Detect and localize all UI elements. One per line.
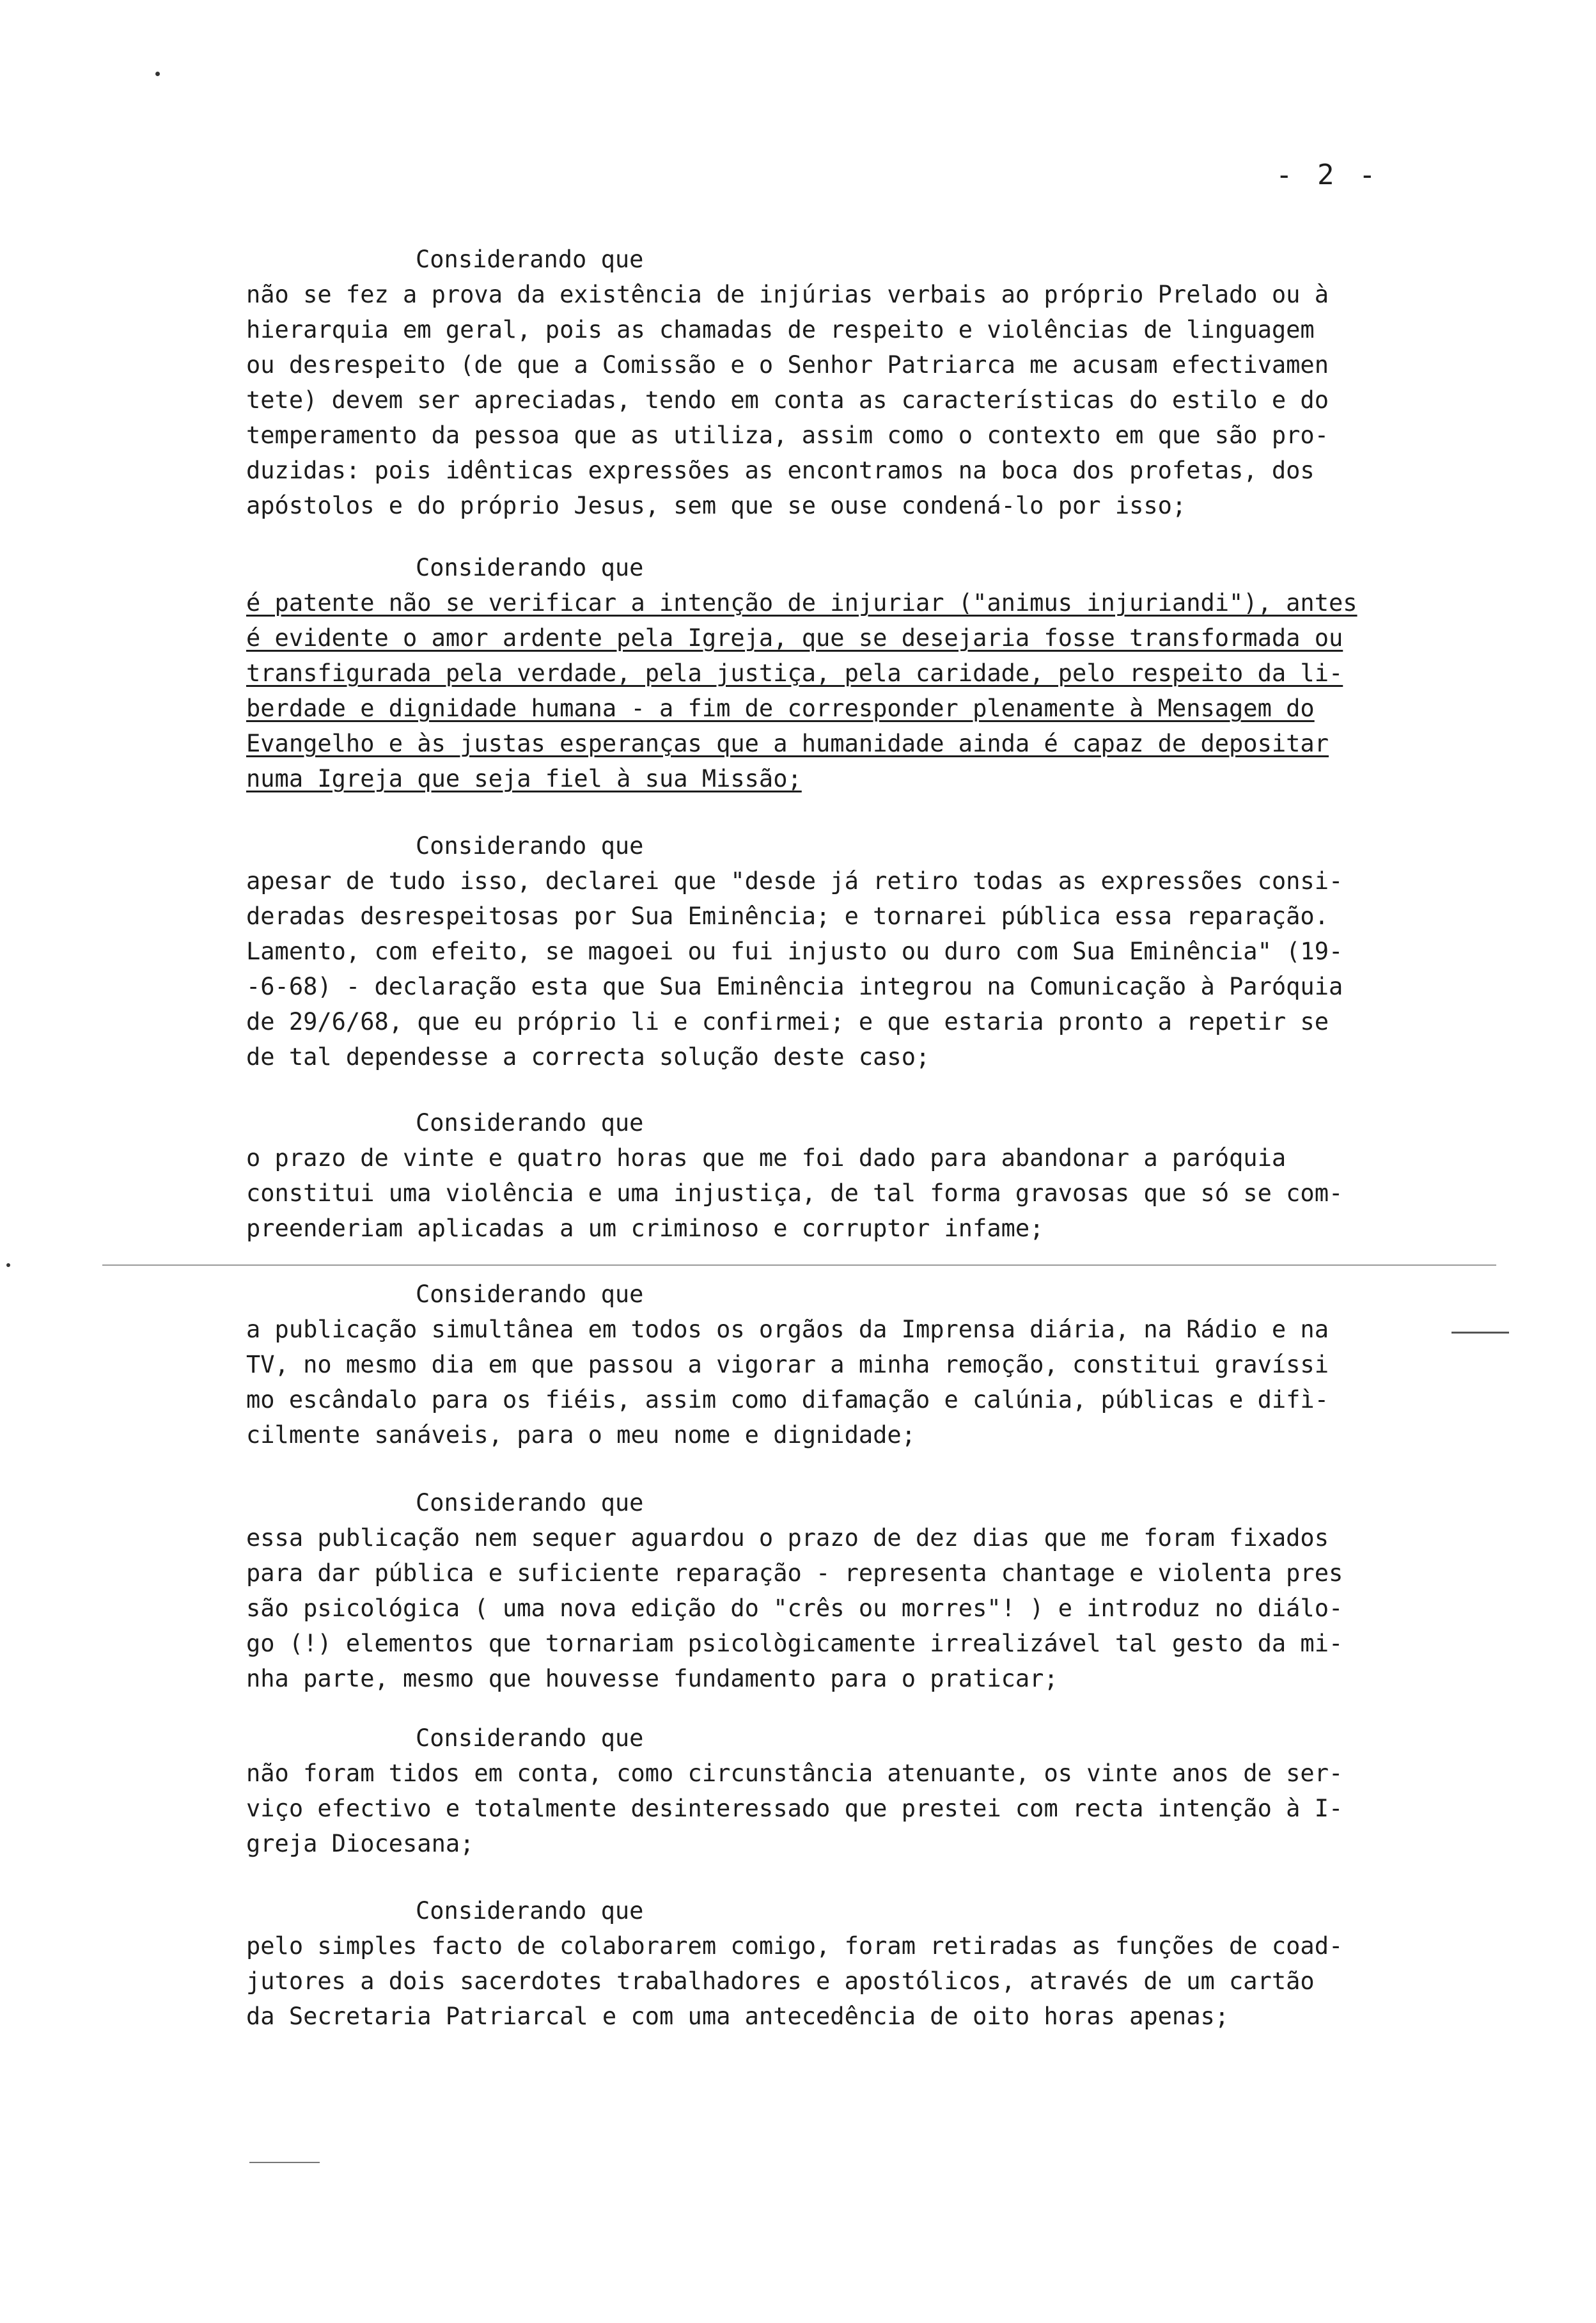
text-line: constitui uma violência e uma injustiça, de tal forma gravosas que só se com- bbox=[246, 1179, 1343, 1207]
text-line: são psicológica ( uma nova edição do "crês ou morres"! ) e introduz no diálo- bbox=[246, 1595, 1343, 1622]
text-line: viço efectivo e totalmente desinteressado que prestei com recta intenção à I- bbox=[246, 1795, 1343, 1822]
text-line: o prazo de vinte e quatro horas que me foi dado para abandonar a paróquia bbox=[246, 1144, 1287, 1172]
text-line: é patente não se verificar a intenção de injuriar ("animus injuriandi"), antes bbox=[246, 589, 1357, 617]
scan-speck bbox=[155, 72, 160, 76]
paragraph-heading: Considerando que bbox=[416, 554, 644, 581]
text-line: não foram tidos em conta, como circunstância atenuante, os vinte anos de ser- bbox=[246, 1760, 1343, 1787]
text-line: não se fez a prova da existência de injúrias verbais ao próprio Prelado ou à bbox=[246, 281, 1329, 308]
text-line: para dar pública e suficiente reparação - representa chantage e violenta pres bbox=[246, 1559, 1343, 1587]
paragraph-2-underlined bbox=[246, 550, 1429, 796]
text-line: cilmente sanáveis, para o meu nome e dignidade; bbox=[246, 1421, 916, 1449]
paragraph-7 bbox=[246, 1721, 1429, 1861]
text-line: pelo simples facto de colaborarem comigo, foram retiradas as funções de coad- bbox=[246, 1932, 1343, 1960]
text-line: greja Diocesana; bbox=[246, 1830, 474, 1857]
text-line: numa Igreja que seja fiel à sua Missão; bbox=[246, 765, 802, 792]
paragraph-heading: Considerando que bbox=[416, 1724, 644, 1752]
text-line: nha parte, mesmo que houvesse fundamento para o praticar; bbox=[246, 1665, 1058, 1692]
text-line: Lamento, com efeito, se magoei ou fui injusto ou duro com Sua Eminência" (19- bbox=[246, 938, 1343, 965]
text-line: da Secretaria Patriarcal e com uma antecedência de oito horas apenas; bbox=[246, 2003, 1230, 2030]
paragraph-4 bbox=[246, 1105, 1429, 1246]
paragraph-heading: Considerando que bbox=[416, 832, 644, 860]
paragraph-heading: Considerando que bbox=[416, 246, 644, 273]
text-line: a publicação simultânea em todos os orgãos da Imprensa diária, na Rádio e na bbox=[246, 1316, 1329, 1343]
text-line: Evangelho e às justas esperanças que a humanidade ainda é capaz de depositar bbox=[246, 730, 1329, 757]
text-line: tete) devem ser apreciadas, tendo em conta as características do estilo e do bbox=[246, 386, 1329, 414]
paragraph-5 bbox=[246, 1277, 1429, 1453]
text-line: go (!) elementos que tornariam psicològicamente irrealizável tal gesto da mi- bbox=[246, 1630, 1343, 1657]
paragraph-heading: Considerando que bbox=[416, 1897, 644, 1925]
paragraph-3 bbox=[246, 828, 1429, 1075]
scan-streak bbox=[102, 1264, 1496, 1266]
scan-streak bbox=[1451, 1332, 1509, 1334]
paragraph-heading: Considerando que bbox=[416, 1489, 644, 1516]
text-line: transfigurada pela verdade, pela justiça, pela caridade, pelo respeito da li- bbox=[246, 659, 1343, 687]
text-line: de tal dependesse a correcta solução deste caso; bbox=[246, 1043, 930, 1071]
text-line: hierarquia em geral, pois as chamadas de respeito e violências de linguagem bbox=[246, 316, 1315, 343]
text-line: jutores a dois sacerdotes trabalhadores e apostólicos, através de um cartão bbox=[246, 1967, 1315, 1995]
text-line: de 29/6/68, que eu próprio li e confirmei; e que estaria pronto a repetir se bbox=[246, 1008, 1329, 1036]
text-line: -6-68) - declaração esta que Sua Eminência integrou na Comunicação à Paróquia bbox=[246, 973, 1343, 1000]
paragraph-heading: Considerando que bbox=[416, 1280, 644, 1308]
paragraph-1 bbox=[246, 242, 1429, 523]
text-line: deradas desrespeitosas por Sua Eminência; e tornarei pública essa reparação. bbox=[246, 902, 1329, 930]
text-line: é evidente o amor ardente pela Igreja, que se desejaria fosse transformada ou bbox=[246, 624, 1343, 652]
text-line: temperamento da pessoa que as utiliza, assim como o contexto em que são pro- bbox=[246, 421, 1329, 449]
page-number: - 2 - bbox=[1276, 159, 1380, 191]
text-line: apóstolos e do próprio Jesus, sem que se ouse condená-lo por isso; bbox=[246, 492, 1187, 519]
text-line: apesar de tudo isso, declarei que "desde já retiro todas as expressões consi- bbox=[246, 867, 1343, 895]
text-line: duzidas: pois idênticas expressões as encontramos na boca dos profetas, dos bbox=[246, 457, 1315, 484]
paragraph-6 bbox=[246, 1485, 1429, 1696]
scan-streak bbox=[249, 2162, 320, 2163]
paragraph-heading: Considerando que bbox=[416, 1109, 644, 1137]
text-line: ou desrespeito (de que a Comissão e o Senhor Patriarca me acusam efectivamen bbox=[246, 351, 1329, 379]
text-line: TV, no mesmo dia em que passou a vigorar a minha remoção, constitui gravíssi bbox=[246, 1351, 1329, 1378]
text-line: mo escândalo para os fiéis, assim como difamação e calúnia, públicas e difì- bbox=[246, 1386, 1329, 1413]
text-line: preenderiam aplicadas a um criminoso e corruptor infame; bbox=[246, 1215, 1044, 1242]
text-line: berdade e dignidade humana - a fim de corresponder plenamente à Mensagem do bbox=[246, 695, 1315, 722]
text-line: essa publicação nem sequer aguardou o prazo de dez dias que me foram fixados bbox=[246, 1524, 1329, 1552]
paragraph-8 bbox=[246, 1893, 1429, 2034]
scan-speck bbox=[6, 1263, 10, 1267]
